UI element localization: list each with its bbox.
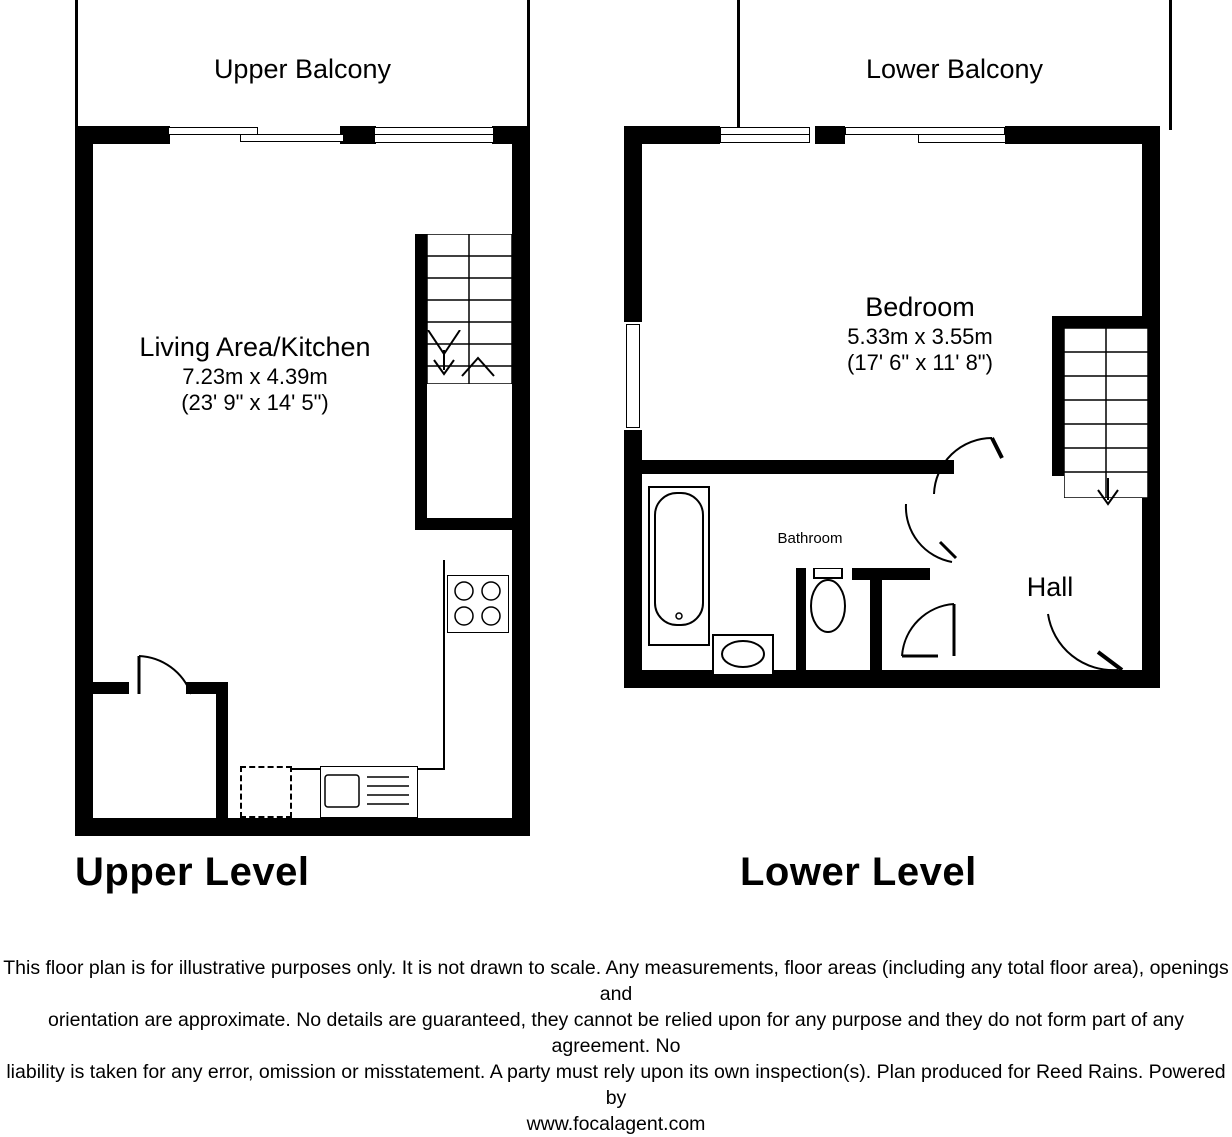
living-area-kitchen-name: Living Area/Kitchen <box>139 332 371 362</box>
upper-balcony-label <box>75 54 530 86</box>
lower-balcony-label <box>737 54 1172 86</box>
upper-window-left-2 <box>240 134 344 142</box>
cupboard-door-swing <box>892 600 962 662</box>
bedroom-label <box>780 292 1060 376</box>
upper-store-wall-right <box>216 682 228 822</box>
upper-level-title: Upper Level <box>75 850 310 894</box>
disclaimer-line-3: liability is taken for any error, omission or misstatement. A party must rely upon its own inspection(s). Plan produced for Reed Rains. Powered by <box>6 1060 1226 1109</box>
bedroom-dims-imperial: (17' 6" x 11' 8") <box>847 349 993 375</box>
disclaimer <box>0 956 1232 1137</box>
entrance-door-swing <box>1044 608 1126 674</box>
upper-level-group <box>0 0 600 900</box>
bathroom-name: Bathroom <box>777 530 843 547</box>
bathroom-wall-right <box>852 568 930 580</box>
lower-staircase <box>1064 328 1148 498</box>
hall-door-swing-top <box>930 436 1006 498</box>
bathroom-wall-right-vert <box>870 580 882 672</box>
upper-wall-bottom <box>75 818 530 836</box>
bedroom-side-window <box>626 324 640 428</box>
living-area-kitchen-dims-imperial: (23' 9" x 14' 5") <box>181 389 329 415</box>
hall-name: Hall <box>1026 572 1074 602</box>
upper-wall-right <box>512 126 530 836</box>
basin-icon <box>712 634 774 676</box>
living-area-kitchen-label <box>93 332 417 416</box>
upper-stair-wall-bottom <box>415 518 527 530</box>
bathroom-label <box>720 530 900 548</box>
lower-level-title: Lower Level <box>740 850 977 894</box>
lower-balcony-text: Lower Balcony <box>865 54 1044 84</box>
sink-icon <box>320 766 418 818</box>
bedroom-dims-metric: 5.33m x 3.55m <box>847 323 993 349</box>
lower-window-right-2 <box>918 134 1006 143</box>
lower-stair-wall-top <box>1052 316 1148 328</box>
hob-icon <box>447 575 509 633</box>
disclaimer-website: www.focalagent.com <box>526 1112 706 1135</box>
disclaimer-line-2: orientation are approximate. No details are guaranteed, they cannot be relied upon for any purpose and they do not form part of any agreement. No <box>47 1008 1185 1057</box>
lower-wall-left-upper <box>624 126 642 322</box>
upper-window-right-2 <box>374 134 494 143</box>
lower-window-left-2 <box>720 134 810 143</box>
living-area-kitchen-dims-metric: 7.23m x 4.39m <box>182 363 328 389</box>
toilet-back-wall <box>796 568 806 672</box>
upper-wall-top-mid <box>340 126 376 144</box>
disclaimer-line-1: This floor plan is for illustrative purposes only. It is not drawn to scale. Any measurements, floor areas (including any total floor area), openings and <box>3 957 1229 1005</box>
bedroom-name: Bedroom <box>865 292 975 322</box>
hall-label <box>970 572 1130 604</box>
upper-counter-vertical <box>443 560 445 770</box>
upper-balcony-text: Upper Balcony <box>213 54 392 84</box>
upper-store-wall-left <box>93 682 129 694</box>
upper-store-door-swing <box>125 650 199 698</box>
lower-level-group <box>600 0 1232 900</box>
lower-stair-direction-arrow <box>1066 478 1150 510</box>
bathroom-door-swing <box>900 500 962 570</box>
appliance-space-dashed <box>240 766 292 818</box>
toilet-icon <box>804 568 852 640</box>
upper-stair-direction-arrow <box>418 330 513 395</box>
bedroom-partition-wall <box>624 460 954 474</box>
upper-wall-left <box>75 126 93 836</box>
lower-wall-top-right <box>1005 126 1160 144</box>
bath-icon <box>648 486 710 646</box>
lower-wall-top-mid <box>815 126 845 144</box>
